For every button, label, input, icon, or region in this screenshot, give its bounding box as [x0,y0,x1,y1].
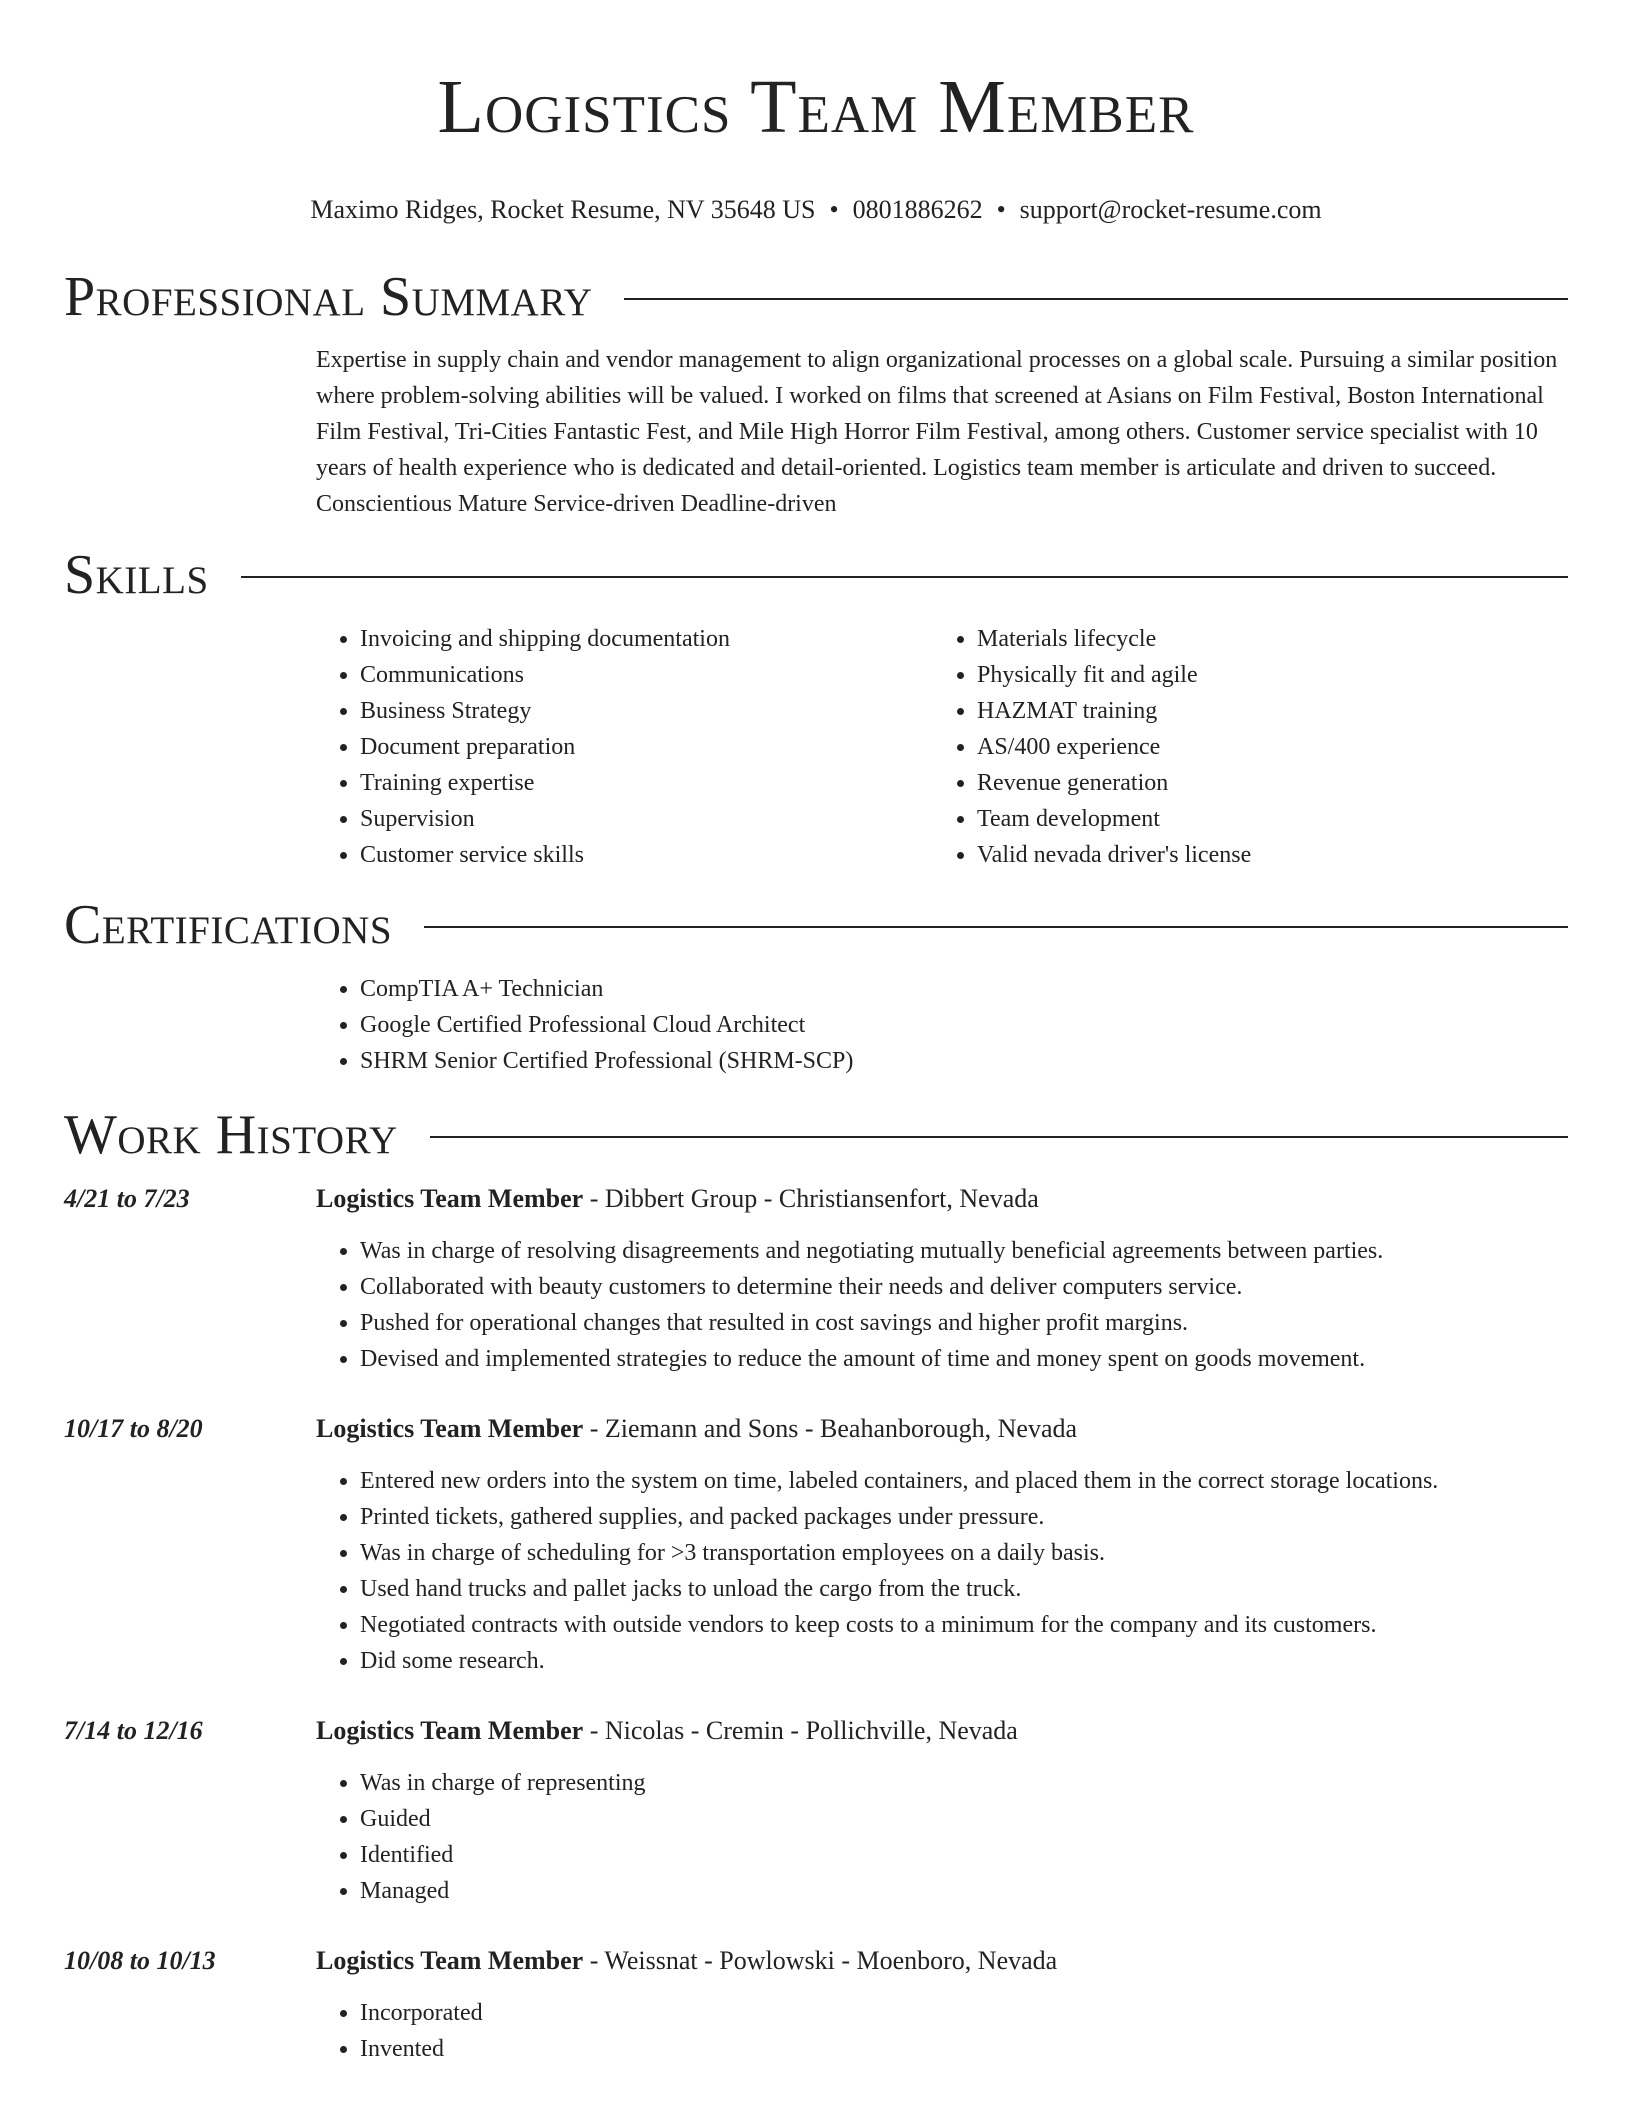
skill-item: • AS/400 experience [977,729,1550,765]
job-title: Logistics Team Member [316,1946,584,1975]
work-title: Work History [64,1104,398,1166]
summary-content [316,342,1568,522]
job-bullet: • Managed [360,1873,1568,1909]
job-entry [64,1713,1568,1909]
contact-address: Maximo Ridges, Rocket Resume, NV 35648 US [310,195,816,224]
job-body [316,1181,1568,1377]
contact-separator: • [996,195,1006,224]
job-bullet: • Entered new orders into the system on time, labeled containers, and placed them in the correct storage locations. [360,1463,1568,1499]
skills-right-column [933,621,1550,873]
contact-separator: • [829,195,839,224]
job-dates: 7/14 to 12/16 [64,1716,203,1745]
skills-left-column [316,621,933,873]
skill-item: • Business Strategy [360,693,933,729]
job-heading [316,1181,1568,1217]
job-bullet: • Negotiated contracts with outside vendors to keep costs to a minimum for the company and its customers. [360,1607,1568,1643]
certifications-section-header [64,893,1568,957]
job-bullet: • Collaborated with beauty customers to determine their needs and deliver computers service. [360,1269,1568,1305]
job-title: Logistics Team Member [316,1414,584,1443]
skills-columns [316,621,1568,873]
skill-item: • Training expertise [360,765,933,801]
job-bullet: • Devised and implemented strategies to reduce the amount of time and money spent on goods movement. [360,1341,1568,1377]
job-employer: - Weissnat - Powlowski - Moenboro, Nevada [583,1946,1058,1975]
job-heading [316,1411,1568,1447]
job-employer: - Ziemann and Sons - Beahanborough, Nevada [583,1414,1078,1443]
skill-item: • Invoicing and shipping documentation [360,621,933,657]
skill-item: • Physically fit and agile [977,657,1550,693]
skills-title: Skills [64,544,209,606]
section-divider [430,1136,1568,1138]
job-bullet: • Pushed for operational changes that resulted in cost savings and higher profit margins. [360,1305,1568,1341]
job-title: Logistics Team Member [316,1184,584,1213]
skill-item: • Customer service skills [360,837,933,873]
skill-item: • Team development [977,801,1550,837]
job-heading [316,1943,1568,1979]
job-heading [316,1713,1568,1749]
job-employer: - Dibbert Group - Christiansenfort, Nevada [583,1184,1039,1213]
work-section-header [64,1103,1568,1167]
skills-content [316,621,1568,873]
certification-item: • CompTIA A+ Technician [360,971,1568,1007]
contact-email: support@rocket-resume.com [1019,195,1322,224]
job-employer: - Nicolas - Cremin - Pollichville, Nevada [583,1716,1018,1745]
skill-item: • Valid nevada driver's license [977,837,1550,873]
job-entry [64,1411,1568,1679]
skill-item: • Revenue generation [977,765,1550,801]
certification-item: • Google Certified Professional Cloud Architect [360,1007,1568,1043]
contact-line [0,194,1632,226]
job-entry [64,1943,1568,2067]
job-dates: 10/17 to 8/20 [64,1414,203,1443]
certifications-content [316,971,1568,1079]
certifications-title: Certifications [64,894,393,956]
job-bullet: • Used hand trucks and pallet jacks to unload the cargo from the truck. [360,1571,1568,1607]
summary-text: Expertise in supply chain and vendor management to align organizational processes on a global scale. Pursuing a similar position where problem-solving abilities will be valued. I worked on films that screened at Asians on Film Festival, Boston International Film Festival, Tri-Cities Fantastic Fest, and Mile High Horror Film Festival, among others. Customer service specialist with 10 years of health experience who is dedicated and detail-oriented. Logistics team member is articulate and driven to succeed. Conscientious Mature Service-driven Deadline-driven [316,347,1558,517]
summary-title: Professional Summary [64,266,593,328]
certification-item: • SHRM Senior Certified Professional (SHRM-SCP) [360,1043,1568,1079]
job-body [316,1943,1568,2067]
summary-section-header [64,265,1568,329]
job-entry [64,1181,1568,1377]
job-body [316,1411,1568,1679]
contact-phone: 0801886262 [852,195,983,224]
skill-item: • HAZMAT training [977,693,1550,729]
job-title: Logistics Team Member [316,1716,584,1745]
job-bullet: • Incorporated [360,1995,1568,2031]
job-bullet: • Was in charge of resolving disagreements and negotiating mutually beneficial agreements between parties. [360,1233,1568,1269]
job-bullet: • Did some research. [360,1643,1568,1679]
job-bullet: • Printed tickets, gathered supplies, and packed packages under pressure. [360,1499,1568,1535]
job-dates: 10/08 to 10/13 [64,1946,216,1975]
section-divider [624,298,1568,300]
skill-item: • Supervision [360,801,933,837]
section-divider [241,576,1568,578]
skill-item: • Document preparation [360,729,933,765]
skill-item: • Materials lifecycle [977,621,1550,657]
job-bullet: • Invented [360,2031,1568,2067]
skills-section-header [64,543,1568,607]
candidate-name: Logistics Team Member [437,65,1195,149]
job-bullet: • Was in charge of scheduling for >3 transportation employees on a daily basis. [360,1535,1568,1571]
job-dates: 4/21 to 7/23 [64,1184,190,1213]
job-bullet: • Identified [360,1837,1568,1873]
skill-item: • Communications [360,657,933,693]
job-bullet: • Was in charge of representing [360,1765,1568,1801]
job-body [316,1713,1568,1909]
section-divider [424,926,1568,928]
job-bullet: • Guided [360,1801,1568,1837]
